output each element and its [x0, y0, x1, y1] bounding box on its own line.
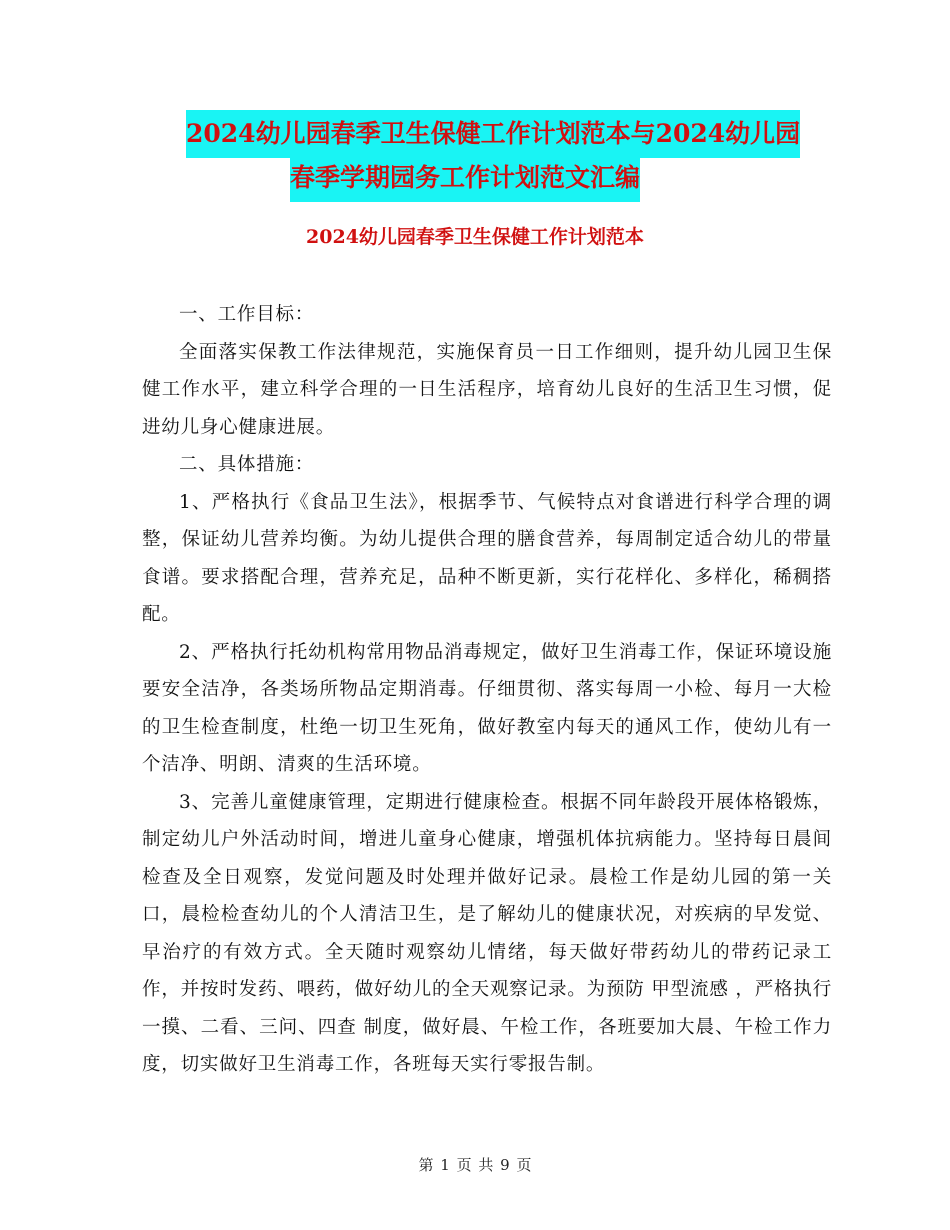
- paragraph-measure-3: 3、完善儿童健康管理，定期进行健康检查。根据不同年龄段开展体格锻炼，制定幼儿户外活动时间，增进儿童身心健康，增强机体抗病能力。坚持每日晨间检查及全日观察，发觉问题及时处理并做好记录。晨检工作是幼儿园的第一关口，晨检检查幼儿的个人清洁卫生，是了解幼儿的健康状况，对疾病的早发觉、早治疗的有效方式。全天随时观察幼儿情绪，每天做好带药幼儿的带药记录工作，并按时发药、喂药，做好幼儿的全天观察记录。为预防 甲型流感 ，严格执行 一摸、二看、三问、四查 制度，做好晨、午检工作，各班要加大晨、午检工作力度，切实做好卫生消毒工作，各班每天实行零报告制。: [142, 791, 832, 1075]
- document-title-line-2: 春季学期园务工作计划范文汇编: [290, 154, 640, 202]
- document-body: [142, 296, 832, 1084]
- section-title: 2024幼儿园春季卫生保健工作计划范本: [306, 226, 644, 248]
- paragraph-measure-2: 2、严格执行托幼机构常用物品消毒规定，做好卫生消毒工作，保证环境设施要安全洁净，各类场所物品定期消毒。仔细贯彻、落实每周一小检、每月一大检的卫生检查制度，杜绝一切卫生死角，做好教室内每天的通风工作，使幼儿有一个洁净、明朗、清爽的生活环境。: [142, 641, 832, 775]
- page-number-footer: 第 1 页 共 9 页: [418, 1156, 532, 1174]
- heading-work-goals: 一、工作目标：: [179, 304, 315, 325]
- document-title-line-1: 2024幼儿园春季卫生保健工作计划范本与2024幼儿园: [186, 110, 800, 158]
- heading-measures: 二、具体措施：: [179, 454, 315, 475]
- paragraph-measure-1: 1、严格执行《食品卫生法》，根据季节、气候特点对食谱进行科学合理的调整，保证幼儿营养均衡。为幼儿提供合理的膳食营养，每周制定适合幼儿的带量食谱。要求搭配合理，营养充足，品种不断更新，实行花样化、多样化，稀稠搭配。: [142, 491, 832, 625]
- paragraph-goals: 全面落实保教工作法律规范，实施保育员一日工作细则，提升幼儿园卫生保健工作水平，建立科学合理的一日生活程序，培育幼儿良好的生活卫生习惯，促进幼儿身心健康进展。: [142, 341, 832, 438]
